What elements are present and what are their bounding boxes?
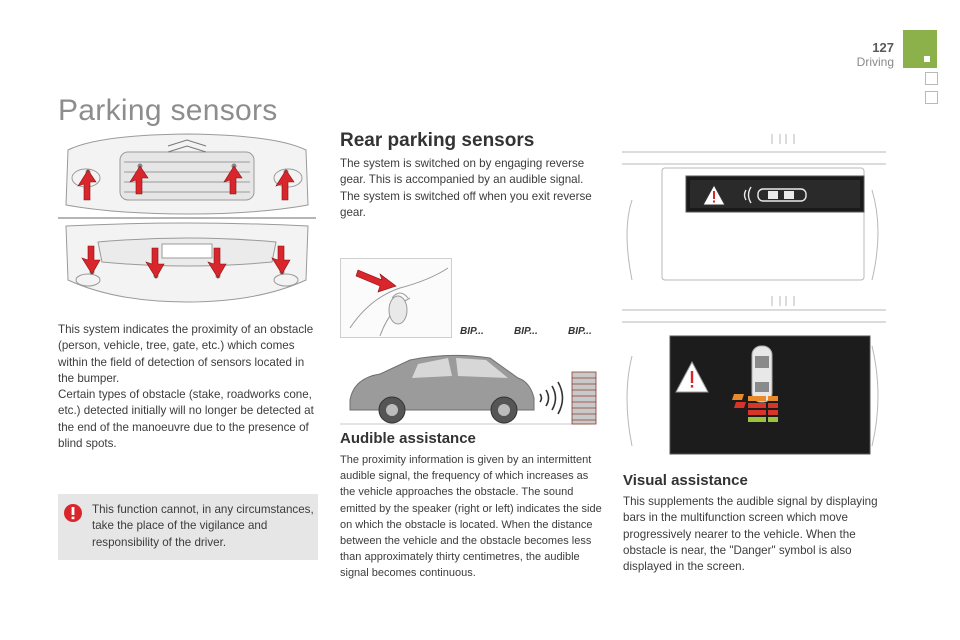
page-title: Parking sensors [58, 94, 278, 127]
rear-sensors-heading: Rear parking sensors [340, 130, 535, 151]
beep-label: BIP... [514, 326, 538, 337]
chapter-tab[interactable] [925, 72, 938, 85]
section-label: Driving [856, 55, 894, 69]
gear-lever-illustration [340, 258, 452, 338]
multifunction-screen-illustration [622, 296, 886, 458]
warning-text: This function cannot, in any circumstances, take the place of the vigilance and responsibility of the driver. [92, 503, 314, 549]
exclamation-icon [63, 503, 83, 523]
car-reversing-illustration [340, 348, 602, 428]
intro-paragraph: This system indicates the proximity of an obstacle (person, vehicle, tree, gate, etc.) which comes within the field of detection of sensors located in the bumper. [58, 323, 314, 385]
visual-heading: Visual assistance [623, 472, 748, 489]
rear-sensors-text: The system is switched on by engaging reverse gear. This is accompanied by an audible signal. The system is switched off when you exit reverse gear. [340, 157, 592, 219]
page-number: 127 [872, 40, 894, 55]
beep-label: BIP... [568, 326, 592, 337]
audible-text: The proximity information is given by an intermittent audible signal, the frequency of which increases as the vehicle approaches the obstacle. The sound emitted by the speaker (right or left) indicates the side on which the obstacle is located. When the distance between the vehicle and the obstacle becomes less than approximately thirty centimetres, the audible signal becomes continuous. [340, 454, 602, 580]
parking-car-icon [740, 184, 830, 206]
dashboard-display-illustration [622, 130, 886, 292]
chapter-tab[interactable] [925, 91, 938, 104]
chapter-tab-active[interactable] [903, 30, 937, 68]
intro-paragraph: Certain types of obstacle (stake, roadworks cone, etc.) detected initially will no longer be detected at the end of the manoeuvre due to the presence of blind spots. [58, 388, 314, 451]
beep-label: BIP... [460, 326, 484, 337]
visual-text: This supplements the audible signal by displaying bars in the multifunction screen which move progressively nearer to the vehicle. When the obstacle is near, the "Danger" symbol is also displayed in the screen. [623, 495, 878, 574]
bumper-sensors-illustration [58, 130, 316, 308]
danger-icon [702, 184, 726, 206]
audible-heading: Audible assistance [340, 430, 476, 447]
